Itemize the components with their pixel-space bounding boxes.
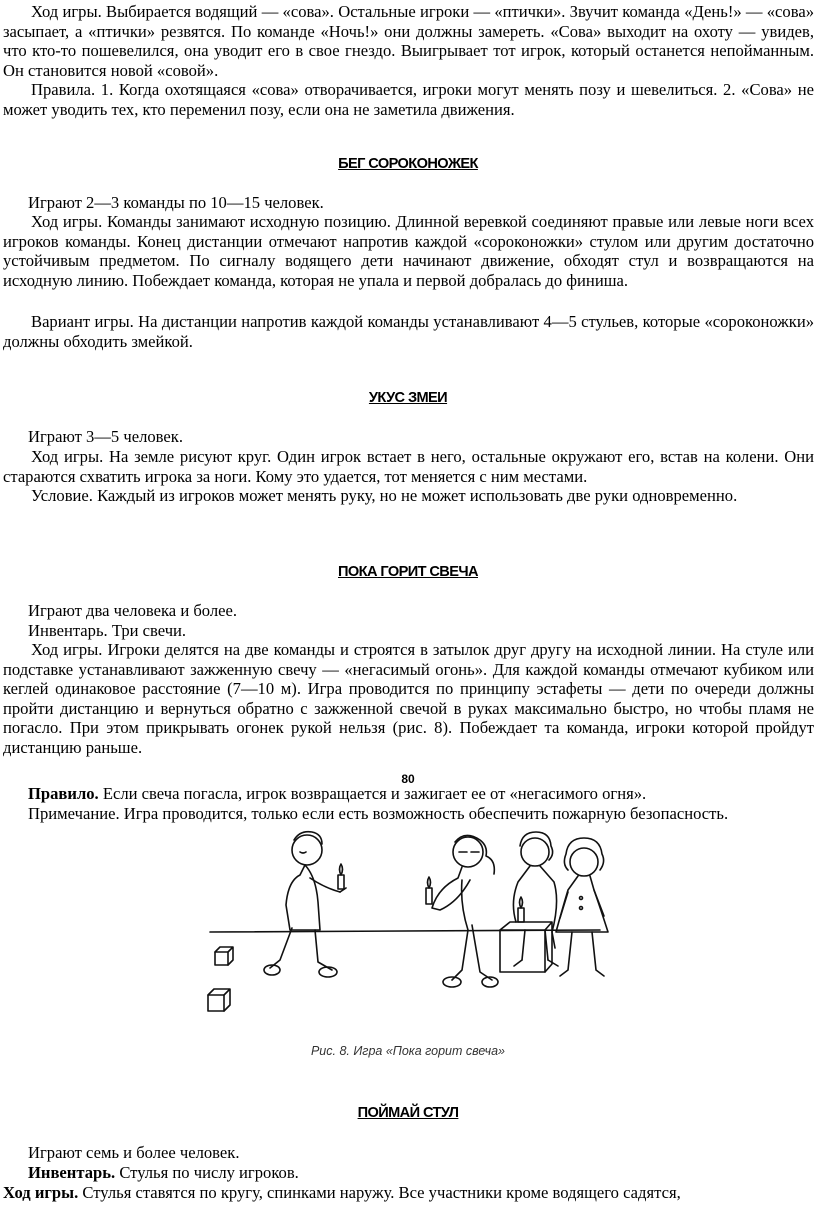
- candle-course: Ход игры. Игроки делятся на две команды и строятся в затылок друг другу на исходной линии. На стуле или подставке устанавливают зажженную свечу — «негасимый огонь». Для каждой команды отмечают кубиком или кеглей одинаковое расстояние (7—10 м). Игра проводится по принципу эстафеты — дети по очереди должны пройти дистанцию и вернуться обратно с зажженной свечой в руках максимально быстро, но чтобы пламя не погасло. При этом прикрывать огонек рукой нельзя (рис. 8). Побеждает та команда, игроки которой пройдут дистанцию раньше.: [3, 640, 814, 757]
- section-title-centipede: БЕГ СОРОКОНОЖЕК: [338, 156, 478, 172]
- snake-players: Играют 3—5 человек.: [28, 427, 183, 446]
- chair-course-label: Ход игры.: [3, 1183, 79, 1202]
- child-boy-with-candle: [264, 832, 346, 977]
- candle-rule-text: Если свеча погасла, игрок возвращается и зажигает ее от «негасимого огня».: [98, 784, 647, 803]
- chair-players: Играют семь и более человек.: [28, 1143, 240, 1162]
- centipede-variant: Вариант игры. На дистанции напротив каждой команды устанавливают 4—5 стульев, которые «сороконожки» должны обходить змейкой.: [3, 312, 814, 351]
- snake-condition: Условие. Каждый из игроков может менять руку, но не может использовать две руки одновременно.: [31, 486, 738, 505]
- section-title-snake-bite: УКУС ЗМЕИ: [368, 390, 448, 406]
- child-girl-in-dress: [556, 838, 608, 976]
- centipede-players: Играют 2—3 команды по 10—15 человек.: [28, 193, 324, 212]
- child-girl-with-glasses: [432, 835, 498, 987]
- section-title-catch-chair: ПОЙМАЙ СТУЛ: [357, 1105, 459, 1121]
- candle-rule-label: Правило.: [28, 784, 99, 803]
- owl-game-rules: Правила. 1. Когда охотящаяся «сова» отворачивается, игроки могут менять позу и шевелиться. 2. «Сова» не может уводить тех, кто переменил позу, если она не заметила движения.: [3, 80, 814, 119]
- candle-rule: [28, 784, 814, 804]
- chair-inventory-label: Инвентарь.: [28, 1163, 116, 1182]
- section-title-candle: ПОКА ГОРИТ СВЕЧА: [338, 564, 478, 580]
- snake-course: Ход игры. На земле рисуют круг. Один игрок встает в него, остальные окружают его, встав на колени. Они стараются схватить игрока за ноги. Кому это удается, тот меняется с ним местами.: [3, 447, 814, 486]
- owl-game-course: Ход игры. Выбирается водящий — «сова». Остальные игроки — «птички». Звучит команда «День!» — «сова» засыпает, а «птички» резвятся. По команде «Ночь!» они должны замереть. «Сова» выходит на охоту — увидев, что кто-то пошевелился, она уводит его в свое гнездо. Выигрывает тот игрок, который останется непойманным. Он становится новой «совой».: [3, 2, 814, 80]
- stand-box-with-fire: [500, 897, 552, 972]
- figure-caption: Рис. 8. Игра «Пока горит свеча»: [310, 1044, 506, 1058]
- candle-1: [338, 864, 344, 889]
- candle-note: Примечание. Игра проводится, только если есть возможность обеспечить пожарную безопасность.: [28, 804, 729, 823]
- figure-candle-game-illustration: [200, 830, 630, 1070]
- centipede-course: Ход игры. Команды занимают исходную позицию. Длинной веревкой соединяют правые или левые ноги всех игроков команды. Конец дистанции отмечают напротив каждой «сороконожки» стулом или другим достаточно устойчивым предметом. По сигналу водящего дети начинают движение, обходят стул и возвращаются на исходную линию. Побеждает команда, которая не упала и первой добралась до финиша.: [3, 212, 814, 290]
- chair-inventory-text: Стулья по числу игроков.: [115, 1163, 299, 1182]
- candle-2: [426, 877, 432, 904]
- candle-inventory: Инвентарь. Три свечи.: [28, 621, 187, 640]
- page-number: 80: [401, 772, 415, 786]
- candle-players: Играют два человека и более.: [28, 601, 238, 620]
- chair-inventory: [28, 1163, 814, 1183]
- cube-marker-1: [215, 947, 233, 965]
- chair-course: [3, 1183, 814, 1203]
- cube-marker-2: [208, 989, 230, 1011]
- chair-course-text: Стулья ставятся по кругу, спинками наружу. Все участники кроме водящего садятся,: [78, 1183, 681, 1202]
